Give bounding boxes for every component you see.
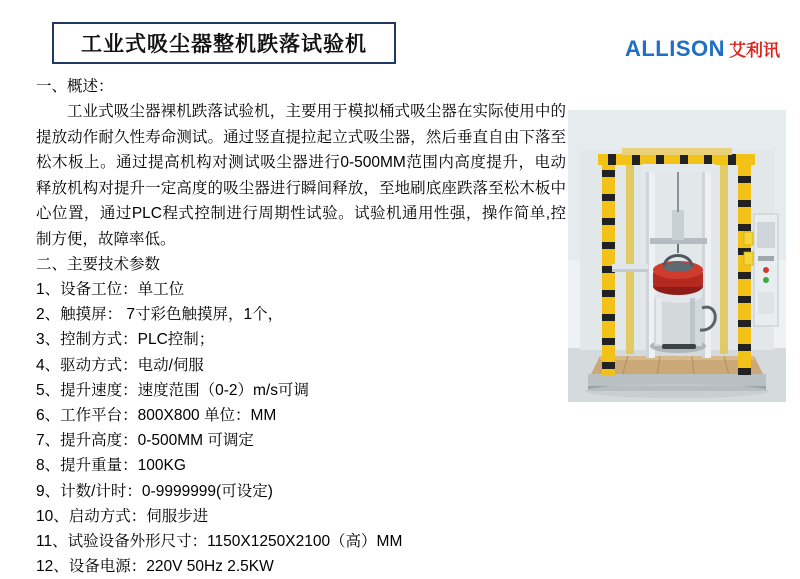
list-item: 11、试验设备外形尺寸：1150X1250X2100（高）MM [36,533,403,551]
list-item: 12、设备电源：220V 50Hz 2.5KW [36,558,274,576]
page-title: 工业式吸尘器整机跌落试验机 [81,33,367,56]
list-item: 6、工作平台：800X800 单位：MM [36,407,277,425]
list-item: 4、驱动方式：电动/伺服 [36,356,204,374]
list-item: 2、触摸屏： 7寸彩色触摸屏，1个， [36,306,284,324]
list-item: 5、提升速度：速度范围（0-2）m/s可调 [36,381,309,399]
brand-logo [625,36,780,62]
machine-illustration [568,110,786,402]
brand-logo-latin: ALLISON [624,36,725,61]
brand-logo-chinese: 艾利讯 [729,41,780,60]
list-item: 10、启动方式：伺服步进 [36,507,209,525]
list-item: 8、提升重量：100KG [36,457,186,475]
overview-heading: 一、概述： [36,78,114,95]
page-title-banner [52,22,396,64]
list-item: 9、计数/计时：0-9999999(可设定) [36,482,273,500]
document-body [36,74,566,579]
specs-list [36,277,566,579]
overview-paragraph: 工业式吸尘器裸机跌落试验机，主要用于模拟桶式吸尘器在实际使用中的提放动作耐久性寿命测试。通过竖直提拉起立式吸尘器，然后垂直自由下落至松木板上。通过提高机构对测试吸尘器进行0-500MM范围内高度提升，电动释放机构对提升一定高度的吸尘器进行瞬间释放，至地刷底座跌落至松木板中心位置，通过PLC程式控制进行周期性试验。试验机通用性强，操作简单,控制方便，故障率低。 [36,103,566,248]
list-item: 7、提升高度：0-500MM 可调定 [36,432,254,450]
specs-heading: 二、主要技术参数 [36,256,161,273]
list-item: 1、设备工位：单工位 [36,281,185,298]
list-item: 3、控制方式：PLC控制； [36,331,215,349]
drop-test-machine-photo [568,110,786,402]
